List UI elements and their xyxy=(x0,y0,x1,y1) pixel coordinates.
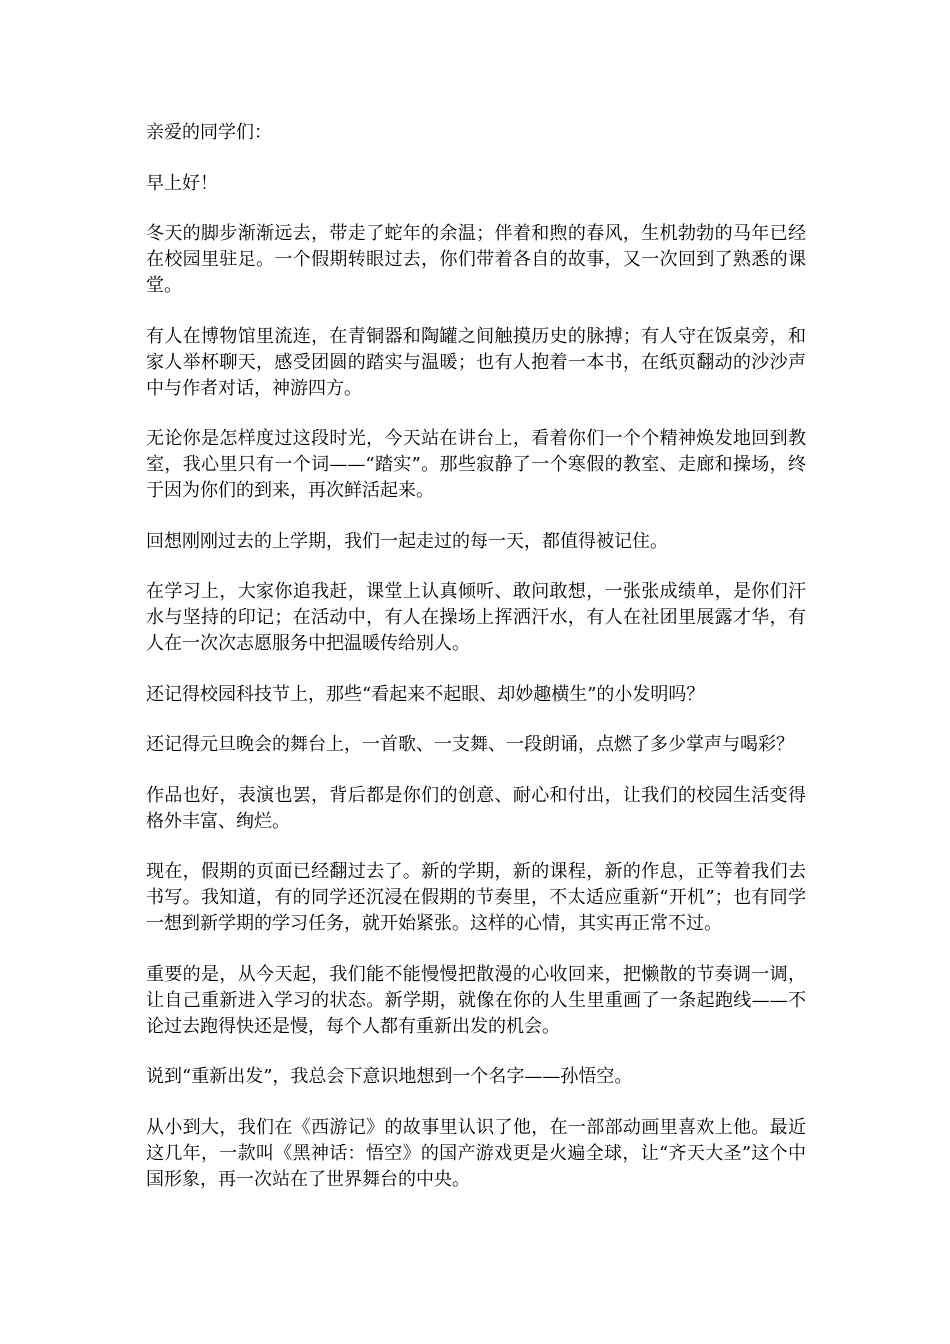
paragraph: 重要的是，从今天起，我们能不能慢慢把散漫的心收回来，把懒散的节奏调一调，让自己重新进入学习的状态。新学期，就像在你的人生里重画了一条起跑线——不论过去跑得快还是慢，每个人都有重新出发的机会。 xyxy=(146,963,806,1037)
paragraph: 在学习上，大家你追我赶，课堂上认真倾听、敢问敢想，一张张成绩单，是你们汗水与坚持的印记；在活动中，有人在操场上挥洒汗水，有人在社团里展露才华，有人在一次次志愿服务中把温暖传给别人。 xyxy=(146,581,806,654)
greeting: 早上好！ xyxy=(146,172,218,194)
paragraph: 说到“重新出发”，我总会下意识地想到一个名字——孙悟空。 xyxy=(146,1066,633,1087)
paragraph: 有人在博物馆里流连，在青铜器和陶罐之间触摸历史的脉搏；有人守在饭桌旁，和家人举杯聊天，感受团圆的踏实与温暖；也有人抱着一本书，在纸页翻动的沙沙声中与作者对话，神游四方。 xyxy=(146,325,806,399)
paragraph: 回想刚刚过去的上学期，我们一起走过的每一天，都值得被记住。 xyxy=(146,530,668,552)
paragraph: 还记得元旦晚会的舞台上，一首歌、一支舞、一段朗诵，点燃了多少掌声与喝彩？ xyxy=(146,734,794,755)
paragraph: 无论你是怎样度过这段时光，今天站在讲台上，看着你们一个个精神焕发地回到教室，我心里只有一个词——“踏实”。那些寂静了一个寒假的教室、走廊和操场，终于因为你们的到来，再次鲜活起来。 xyxy=(146,428,806,501)
paragraph: 作品也好，表演也罢，背后都是你们的创意、耐心和付出，让我们的校园生活变得格外丰富、绚烂。 xyxy=(146,784,806,832)
paragraph: 从小到大，我们在《西游记》的故事里认识了他，在一部部动画里喜欢上他。最近这几年，一款叫《黑神话：悟空》的国产游戏更是火遍全球，让“齐天大圣”这个中国形象，再一次站在了世界舞台的中央。 xyxy=(146,1116,806,1190)
paragraph: 冬天的脚步渐渐远去，带走了蛇年的余温；伴着和煦的春风，生机勃勃的马年已经在校园里驻足。一个假期转眼过去，你们带着各自的故事，又一次回到了熟悉的课堂。 xyxy=(146,223,806,296)
salutation: 亲爱的同学们： xyxy=(146,122,272,143)
paragraph: 还记得校园科技节上，那些“看起来不起眼、却妙趣横生”的小发明吗？ xyxy=(146,683,705,705)
document-body xyxy=(146,120,806,1217)
paragraph: 现在，假期的页面已经翻过去了。新的学期，新的课程，新的作息，正等着我们去书写。我知道，有的同学还沉浸在假期的节奏里，不太适应重新“开机”；也有同学一想到新学期的学习任务，就开始紧张。这样的心情，其实再正常不过。 xyxy=(146,861,806,934)
